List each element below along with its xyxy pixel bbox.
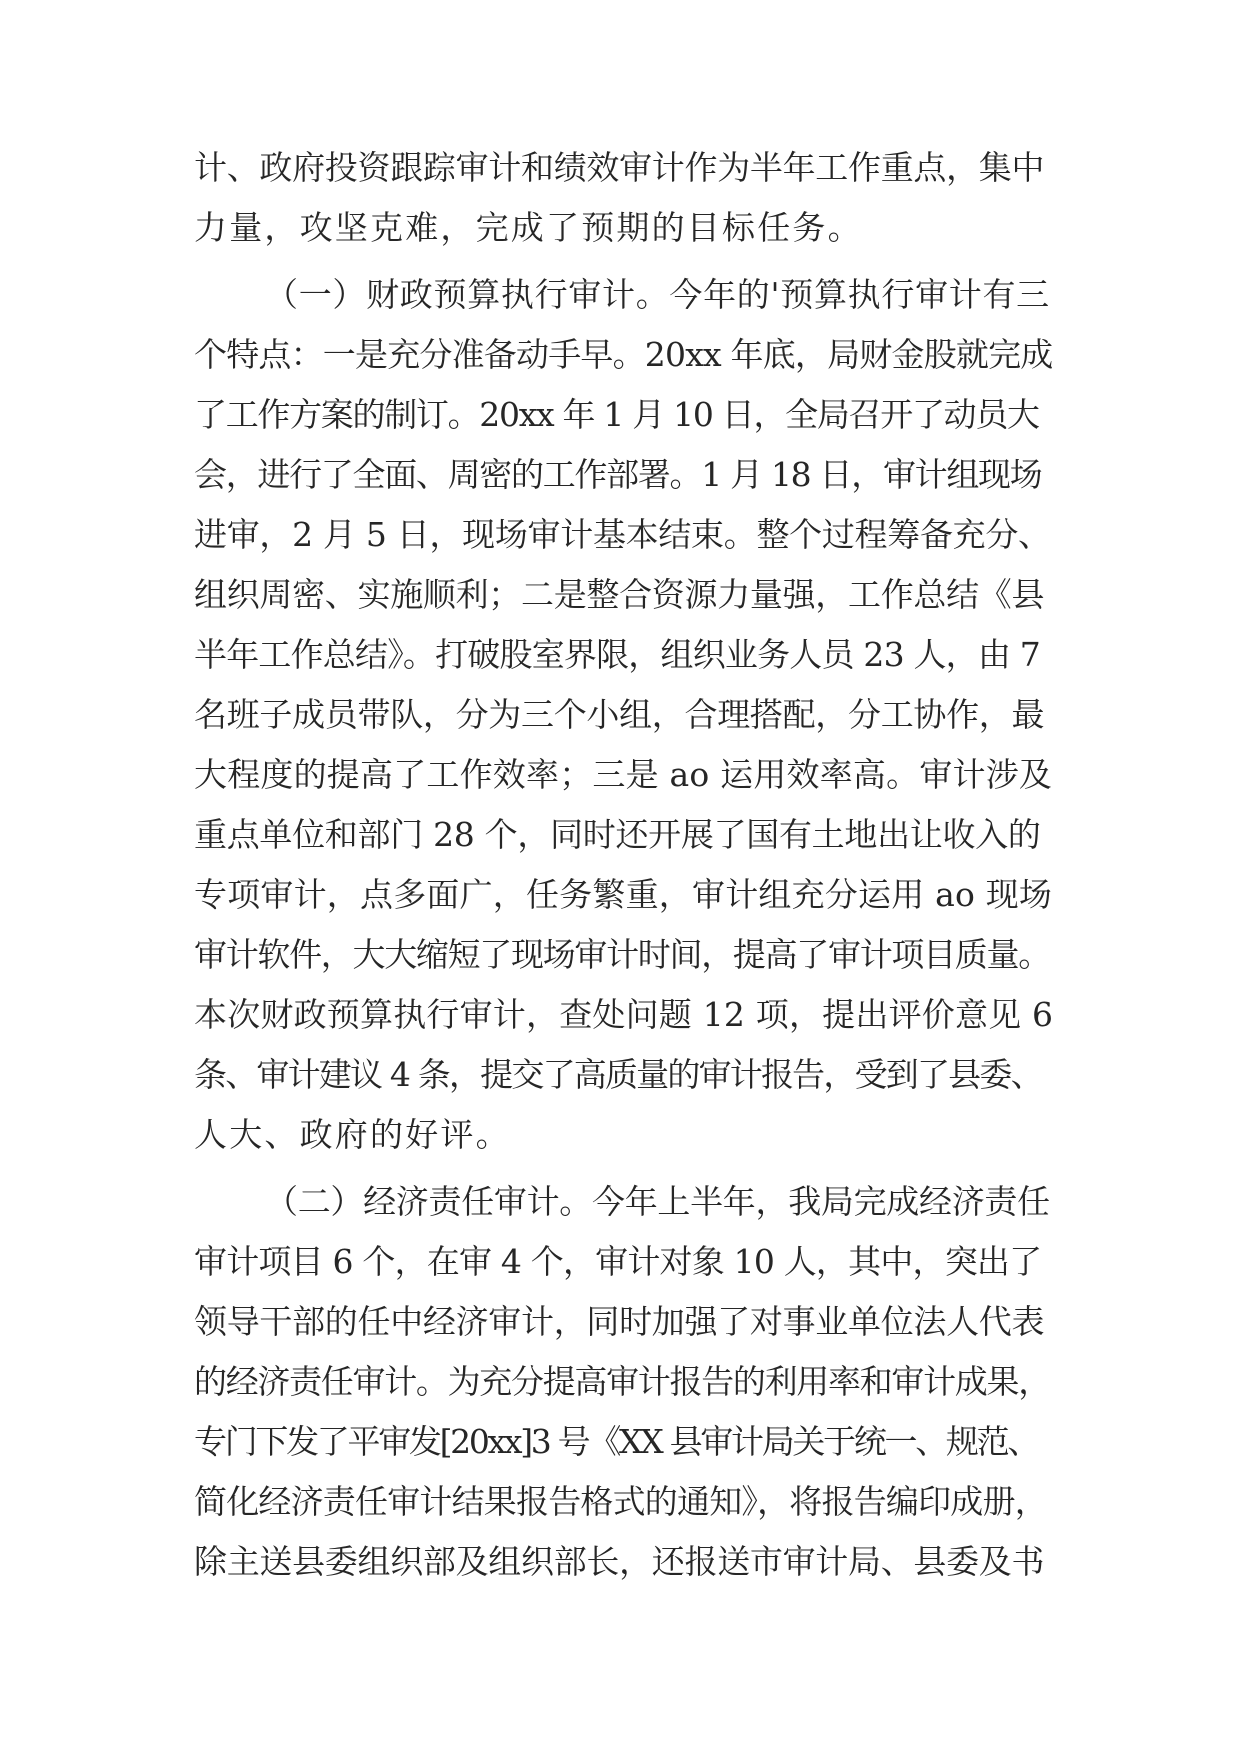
text-line: （二）经济责任审计。今年上半年，我局完成经济责任 bbox=[265, 1182, 1050, 1221]
text-line: 领导干部的任中经济审计，同时加强了对事业单位法人代表 bbox=[194, 1302, 1045, 1341]
text-line: 力量，攻坚克难，完成了预期的目标任务。 bbox=[194, 208, 863, 247]
text-line: 除主送县委组织部及组织部长，还报送市审计局、县委及书 bbox=[194, 1542, 1045, 1581]
text-line: 的经济责任审计。为充分提高审计报告的利用率和审计成果， bbox=[194, 1362, 1050, 1401]
text-line: 简化经济责任审计结果报告格式的通知》，将报告编印成册， bbox=[194, 1482, 1047, 1521]
text-line: 条、审计建议 4 条，提交了高质量的审计报告，受到了县委、 bbox=[194, 1055, 1042, 1094]
text-line: 专项审计，点多面广，任务繁重，审计组充分运用 ao 现场 bbox=[194, 875, 1053, 914]
text-line: 审计项目 6 个，在审 4 个，审计对象 10 人，其中，突出了 bbox=[194, 1242, 1042, 1281]
text-line: 组织周密、实施顺利；二是整合资源力量强，工作总结《县 bbox=[194, 575, 1045, 614]
text-line: 本次财政预算执行审计，查处问题 12 项，提出评价意见 6 bbox=[194, 995, 1054, 1034]
text-line: 大程度的提高了工作效率；三是 ao 运用效率高。审计涉及 bbox=[194, 755, 1053, 794]
text-line: 审计软件，大大缩短了现场审计时间，提高了审计项目质量。 bbox=[194, 935, 1050, 974]
text-line: 重点单位和部门 28 个，同时还开展了国有土地出让收入的 bbox=[194, 815, 1041, 854]
text-line: 个特点：一是充分准备动手早。20xx 年底，局财金股就完成 bbox=[194, 335, 1053, 374]
text-line: 半年工作总结》。打破股室界限，组织业务人员 23 人，由 7 bbox=[194, 635, 1040, 674]
text-line: 进审，2 月 5 日，现场审计基本结束。整个过程筹备充分、 bbox=[194, 515, 1051, 554]
text-line: 名班子成员带队，分为三个小组，合理搭配，分工协作，最 bbox=[194, 695, 1045, 734]
text-line: 专门下发了平审发[20xx]3 号《XX 县审计局关于统一、规范、 bbox=[194, 1422, 1039, 1461]
text-line: 了工作方案的制订。20xx 年 1 月 10 日，全局召开了动员大 bbox=[194, 395, 1039, 434]
text-line: 计、政府投资跟踪审计和绩效审计作为半年工作重点，集中 bbox=[194, 148, 1045, 187]
text-line: （一）财政预算执行审计。今年的'预算执行审计有三 bbox=[265, 275, 1050, 314]
text-line: 人大、政府的好评。 bbox=[194, 1115, 511, 1154]
text-line: 会，进行了全面、周密的工作部署。1 月 18 日，审计组现场 bbox=[194, 455, 1042, 494]
